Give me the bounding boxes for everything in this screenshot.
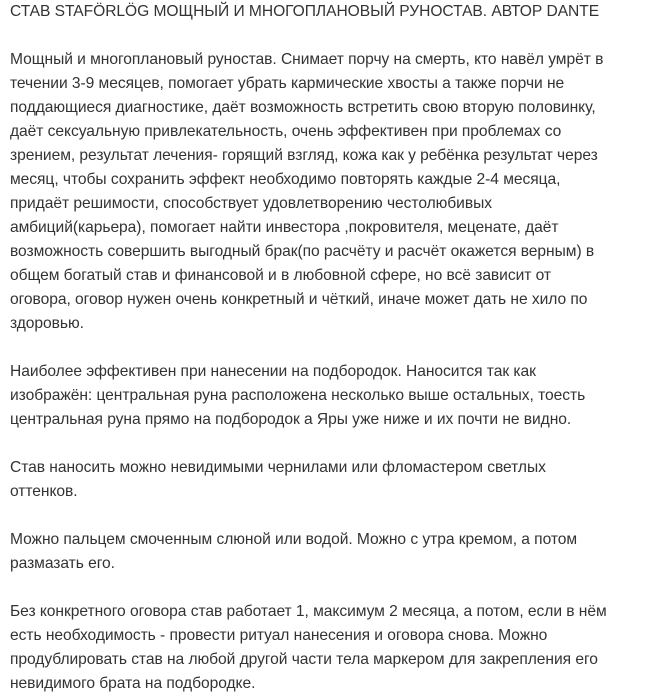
text-line: здоровью.	[10, 315, 84, 332]
text-line: возможность совершить выгодный брак(по расчёту и расчёт окажется верным) в	[10, 243, 595, 260]
text-line: поддающиеся диагностике, даёт возможность встретить свою вторую половинку,	[10, 99, 596, 116]
text-line: изображён: центральная руна расположена несколько выше остальных, тоесть	[10, 387, 586, 404]
text-line: даёт сексуальную привлекательность, очень эффективен при проблемах со	[10, 123, 562, 140]
text-line: размазать его.	[10, 555, 115, 572]
text-line: оговора, оговор нужен очень конкретный и чёткий, иначе может дать не хило по	[10, 291, 588, 308]
text-line: есть необходимость - провести ритуал нанесения и оговора снова. Можно	[10, 627, 548, 644]
text-line: придаёт решимости, способствует удовлетворению честолюбивых	[10, 195, 492, 212]
text-line: Мощный и многоплановый руностав. Снимает порчу на смерть, кто навёл умрёт в	[10, 51, 604, 68]
text-line: зрением, результат лечения- горящий взгляд, кожа как у ребёнка результат через	[10, 147, 598, 164]
paragraph-duration	[10, 600, 662, 696]
text-line: течении 3-9 месяцев, помогает убрать кармические хвосты а также порчи не	[10, 75, 565, 92]
text-line: продублировать став на любой другой части тела маркером для закрепления его	[10, 651, 598, 668]
text-line: центральная руна прямо на подбородок а Яры уже ниже и их почти не видно.	[10, 411, 572, 428]
document-title: СТАВ STAFÖRLÖG МОЩНЫЙ И МНОГОПЛАНОВЫЙ РУНОСТАВ. АВТОР DANTE	[10, 3, 600, 20]
paragraph-description	[10, 48, 662, 336]
text-line: Без конкретного оговора став работает 1, максимум 2 месяца, а потом, если в нём	[10, 603, 607, 620]
document	[10, 0, 662, 696]
text-line: месяц, чтобы сохранить эффект необходимо повторять каждые 2-4 месяца,	[10, 171, 561, 188]
text-line: Наиболее эффективен при нанесении на подбородок. Наносится так как	[10, 363, 536, 380]
text-line: Став наносить можно невидимыми чернилами или фломастером светлых	[10, 459, 546, 476]
text-line: оттенков.	[10, 483, 78, 500]
paragraph-ink	[10, 456, 662, 504]
text-line: Можно пальцем смоченным слюной или водой. Можно с утра кремом, а потом	[10, 531, 578, 548]
text-line: невидимого брата на подбородке.	[10, 675, 256, 692]
text-line: амбиций(карьера), помогает найти инвестора ,покровителя, меценате, даёт	[10, 219, 559, 236]
paragraph-application	[10, 360, 662, 432]
paragraph-finger	[10, 528, 662, 576]
text-line: общем богатый став и финансовой и в любовной сфере, но всё зависит от	[10, 267, 551, 284]
